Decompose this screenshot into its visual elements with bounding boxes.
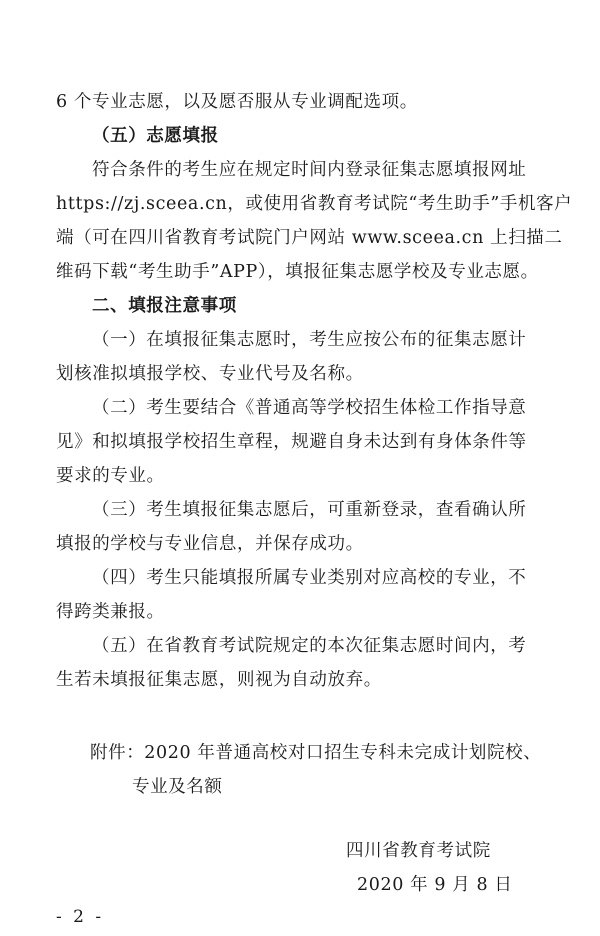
attachment-line-1: 附件：2020 年普通高校对口招生专科未完成计划院校、 (90, 743, 542, 763)
body-line-15: （四）考生只能填报所属专业类别对应高校的专业，不 (92, 568, 527, 588)
body-line-8: （一）在填报征集志愿时，考生应按公布的征集志愿计 (92, 330, 527, 350)
section-heading-notes: 二、填报注意事项 (92, 296, 237, 316)
attachment-line-2: 专业及名额 (132, 777, 223, 797)
body-line-13: （三）考生填报征集志愿后，可重新登录，查看确认所 (92, 500, 527, 520)
body-line-3: 符合条件的考生应在规定时间内登录征集志愿填报网址 (92, 160, 527, 180)
body-line-9: 划核准拟填报学校、专业代号及名称。 (56, 364, 364, 384)
body-line-4: https://zj.sceea.cn，或使用省教育考试院“考生助手”手机客户 (56, 194, 573, 214)
body-line-1: 6 个专业志愿，以及愿否服从专业调配选项。 (56, 92, 418, 112)
body-line-18: 生若未填报征集志愿，则视为自动放弃。 (56, 670, 382, 690)
body-line-6: 维码下载“考生助手”APP），填报征集志愿学校及专业志愿。 (56, 262, 539, 282)
signature-organization: 四川省教育考试院 (346, 841, 491, 861)
body-line-11: 见》和拟填报学校招生章程，规避自身未达到有身体条件等 (56, 432, 527, 452)
page-number: - 2 - (56, 907, 105, 927)
body-line-14: 填报的学校与专业信息，并保存成功。 (56, 534, 364, 554)
body-line-5: 端（可在四川省教育考试院门户网站 www.sceea.cn 上扫描二 (56, 228, 563, 248)
body-line-17: （五）在省教育考试院规定的本次征集志愿时间内，考 (92, 636, 527, 656)
body-line-10: （二）考生要结合《普通高等学校招生体检工作指导意 (92, 398, 527, 418)
signature-date: 2020 年 9 月 8 日 (357, 875, 513, 895)
body-line-16: 得跨类兼报。 (56, 602, 165, 622)
body-line-12: 要求的专业。 (56, 466, 165, 486)
section-heading-volunteer-filling: （五）志愿填报 (92, 126, 219, 146)
